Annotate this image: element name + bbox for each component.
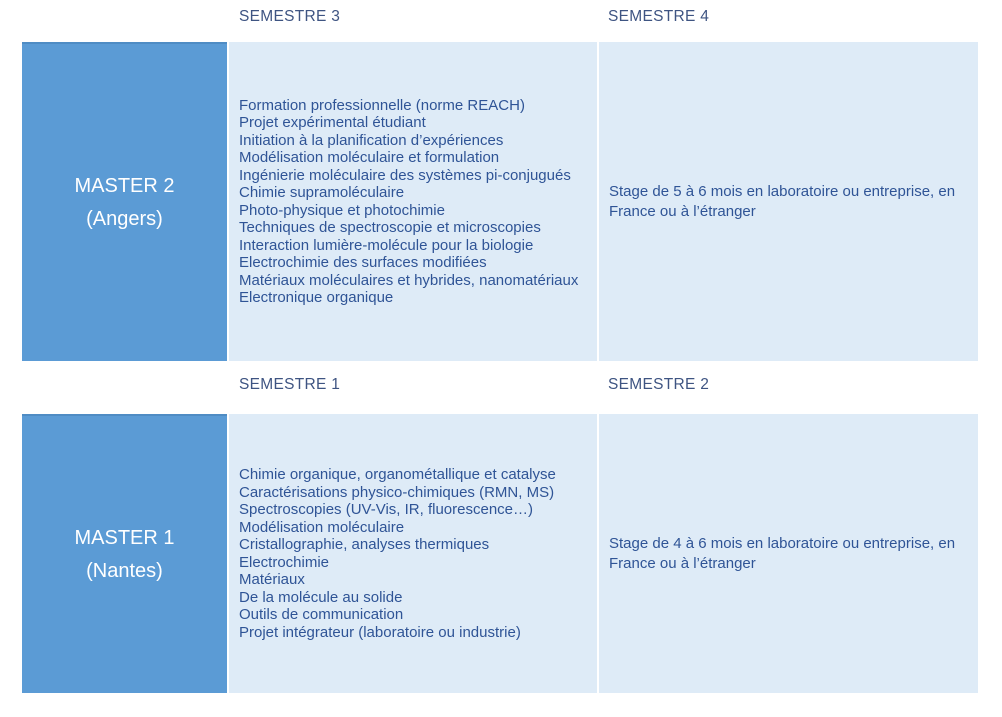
- course-item: Projet intégrateur (laboratoire ou industrie): [239, 623, 521, 641]
- course-item: Matériaux moléculaires et hybrides, nanomatériaux: [239, 271, 579, 289]
- course-item: Ingénierie moléculaire des systèmes pi-conjugués: [239, 166, 571, 184]
- course-item: Projet expérimental étudiant: [239, 114, 426, 131]
- program-box-master1: [22, 414, 227, 693]
- course-item: Interaction lumière-molécule pour la biologie: [239, 236, 534, 254]
- course-item: Initiation à la planification d’expériences: [239, 131, 504, 149]
- stage-text-semestre4: Stage de 5 à 6 mois en laboratoire ou entreprise, en France ou à l’étranger: [609, 182, 956, 220]
- program-location-nantes: (Nantes): [86, 559, 163, 582]
- courses-box-semestre1: [229, 414, 597, 693]
- course-item: Cristallographie, analyses thermiques: [239, 536, 490, 553]
- course-item: De la molécule au solide: [239, 588, 403, 606]
- course-item: Formation professionnelle (norme REACH): [239, 96, 525, 114]
- program-box-master2: [22, 42, 227, 361]
- stage-box-semestre4: [599, 42, 978, 361]
- program-title-master2: MASTER 2: [74, 174, 175, 197]
- course-item: Outils de communication: [239, 606, 404, 623]
- course-item: Chimie supramoléculaire: [239, 184, 405, 201]
- course-item: Modélisation moléculaire: [239, 518, 405, 536]
- course-item: Matériaux: [239, 571, 305, 588]
- header-semestre-1: SEMESTRE 1: [239, 376, 341, 393]
- stage-box-semestre2: [599, 414, 978, 693]
- header-semestre-2: SEMESTRE 2: [608, 376, 710, 393]
- course-item: Spectroscopies (UV-Vis, IR, fluorescence…): [239, 501, 534, 518]
- course-item: Techniques de spectroscopie et microscopies: [239, 219, 541, 236]
- course-item: Caractérisations physico-chimiques (RMN, MS): [239, 483, 555, 501]
- course-item: Electrochimie: [239, 553, 330, 571]
- header-semestre-4: SEMESTRE 4: [608, 8, 710, 25]
- course-item: Electronique organique: [239, 289, 394, 306]
- courses-box-semestre3: [229, 42, 597, 361]
- course-item: Electrochimie des surfaces modifiées: [239, 254, 487, 271]
- program-location-angers: (Angers): [86, 207, 163, 230]
- course-item: Photo-physique et photochimie: [239, 201, 445, 219]
- stage-text-semestre2: Stage de 4 à 6 mois en laboratoire ou entreprise, en France ou à l’étranger: [609, 534, 956, 572]
- course-item: Chimie organique, organométallique et catalyse: [239, 466, 556, 483]
- master2-row: [0, 42, 1002, 361]
- program-title-master1: MASTER 1: [74, 526, 175, 549]
- course-item: Modélisation moléculaire et formulation: [239, 149, 500, 166]
- master1-row: [0, 414, 1002, 693]
- header-semestre-3: SEMESTRE 3: [239, 8, 341, 25]
